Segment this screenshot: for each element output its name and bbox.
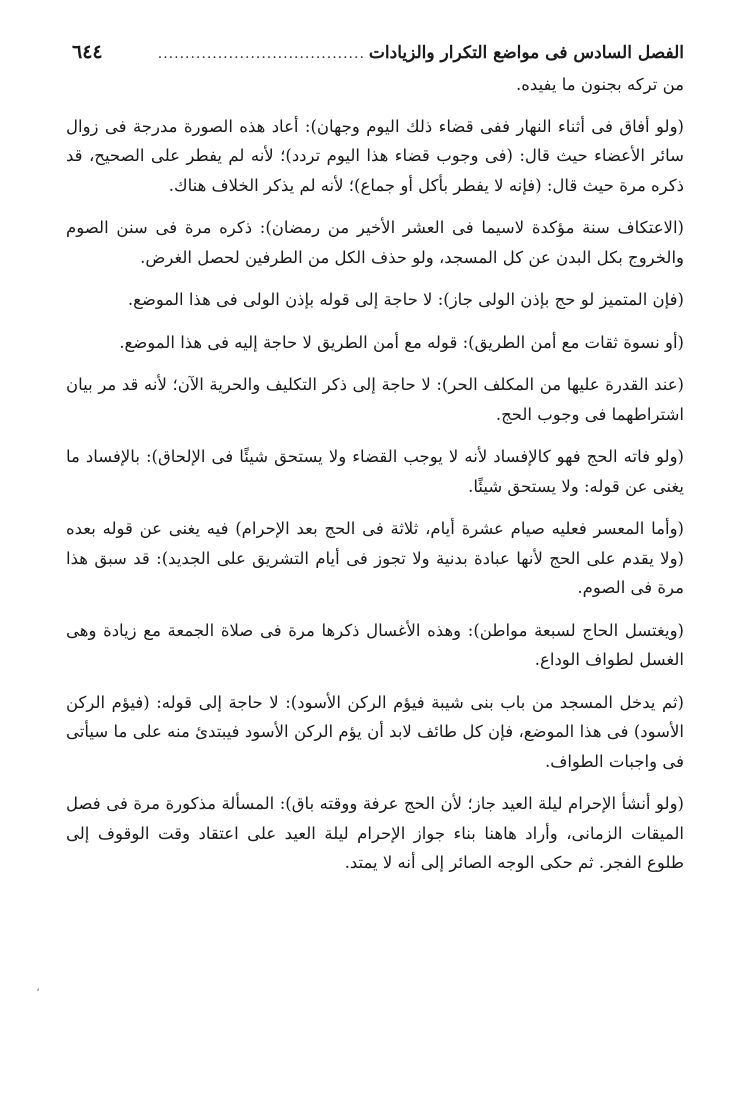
paragraph: (وأما المعسر فعليه صيام عشرة أيام، ثلاثة فى الحج بعد الإحرام) فيه يغنى عن قوله بعده (ولا يقدم على الحج لأنها عبادة بدنية ولا تجوز فى أيام التشريق على الجديد): قد سبق هذا مرة فى الصوم.: [66, 519, 684, 597]
paragraph: (ثم يدخل المسجد من باب بنى شيبة فيؤم الركن الأسود): لا حاجة إلى قوله: (فيؤم الركن الأسود) فى هذا الموضع، فإن كل طائف لابد أن يؤم الركن الأسود فيبتدئ منه على ما سيأتى فى واجبات الطواف.: [66, 692, 684, 771]
paragraph: (ولو أفاق فى أثناء النهار ففى قضاء ذلك اليوم وجهان): أعاد هذه الصورة مدرجة فى زوال سائر الأعضاء حيث قال: (فى وجوب قضاء هذا اليوم تردد)؛ لأنه لم يفطر على الصحيح، قد ذكره مرة حيث قال: (فإنه لا يفطر بأكل أو جماع)؛ لأنه لم يذكر الخلاف هناك.: [66, 116, 684, 195]
chapter-title: الفصل السادس فى مواضع التكرار والزيادات: [368, 43, 684, 63]
margin-mark: ،: [36, 980, 40, 994]
page-number: ٦٤٤: [72, 41, 103, 63]
page-body: [66, 70, 684, 878]
book-page: [66, 38, 684, 1078]
page-header: [66, 38, 684, 66]
paragraph: (عند القدرة عليها من المكلف الحر): لا حاجة إلى ذكر التكليف والحرية الآن؛ لأنه قد مر بيان اشتراطهما فى وجوب الحج.: [66, 375, 684, 424]
paragraph: (ويغتسل الحاج لسبعة مواطن): وهذه الأغسال ذكرها مرة فى صلاة الجمعة مع زيادة وهى الغسل لطواف الوداع.: [66, 620, 684, 669]
paragraph: (الاعتكاف سنة مؤكدة لاسيما فى العشر الأخير من رمضان): ذكره مرة فى سنن الصوم والخروج بكل البدن عن كل المسجد، ولو حذف الكل من الطرفين لحصل الغرض.: [66, 218, 684, 267]
paragraph: (فإن المتميز لو حج بإذن الولى جاز): لا حاجة إلى قوله بإذن الولى فى هذا الموضع.: [127, 290, 684, 309]
paragraph: (ولو أنشأ الإحرام ليلة العيد جاز؛ لأن الحج عرفة ووقته باق): المسألة مذكورة مرة فى فصل الميقات الزمانى، وأراد هاهنا بناء جواز الإحرام ليلة العيد على اعتقاد وقت الوقوف إلى طلوع الفجر. ثم حكى الوجه الصائر إلى أنه لا يمتد.: [66, 794, 684, 872]
paragraph: (ولو فاته الحج فهو كالإفساد لأنه لا يوجب القضاء ولا يستحق شيئًا فى الإلحاق): بالإفساد ما يغنى عن قوله: ولا يستحق شيئًا.: [66, 447, 684, 496]
paragraph: من تركه بجنون ما يفيده.: [516, 75, 684, 94]
paragraph: (أو نسوة ثقات مع أمن الطريق): قوله مع أمن الطريق لا حاجة إليه فى هذا الموضع.: [119, 332, 684, 352]
header-leader-dots: ......................................: [157, 46, 365, 62]
